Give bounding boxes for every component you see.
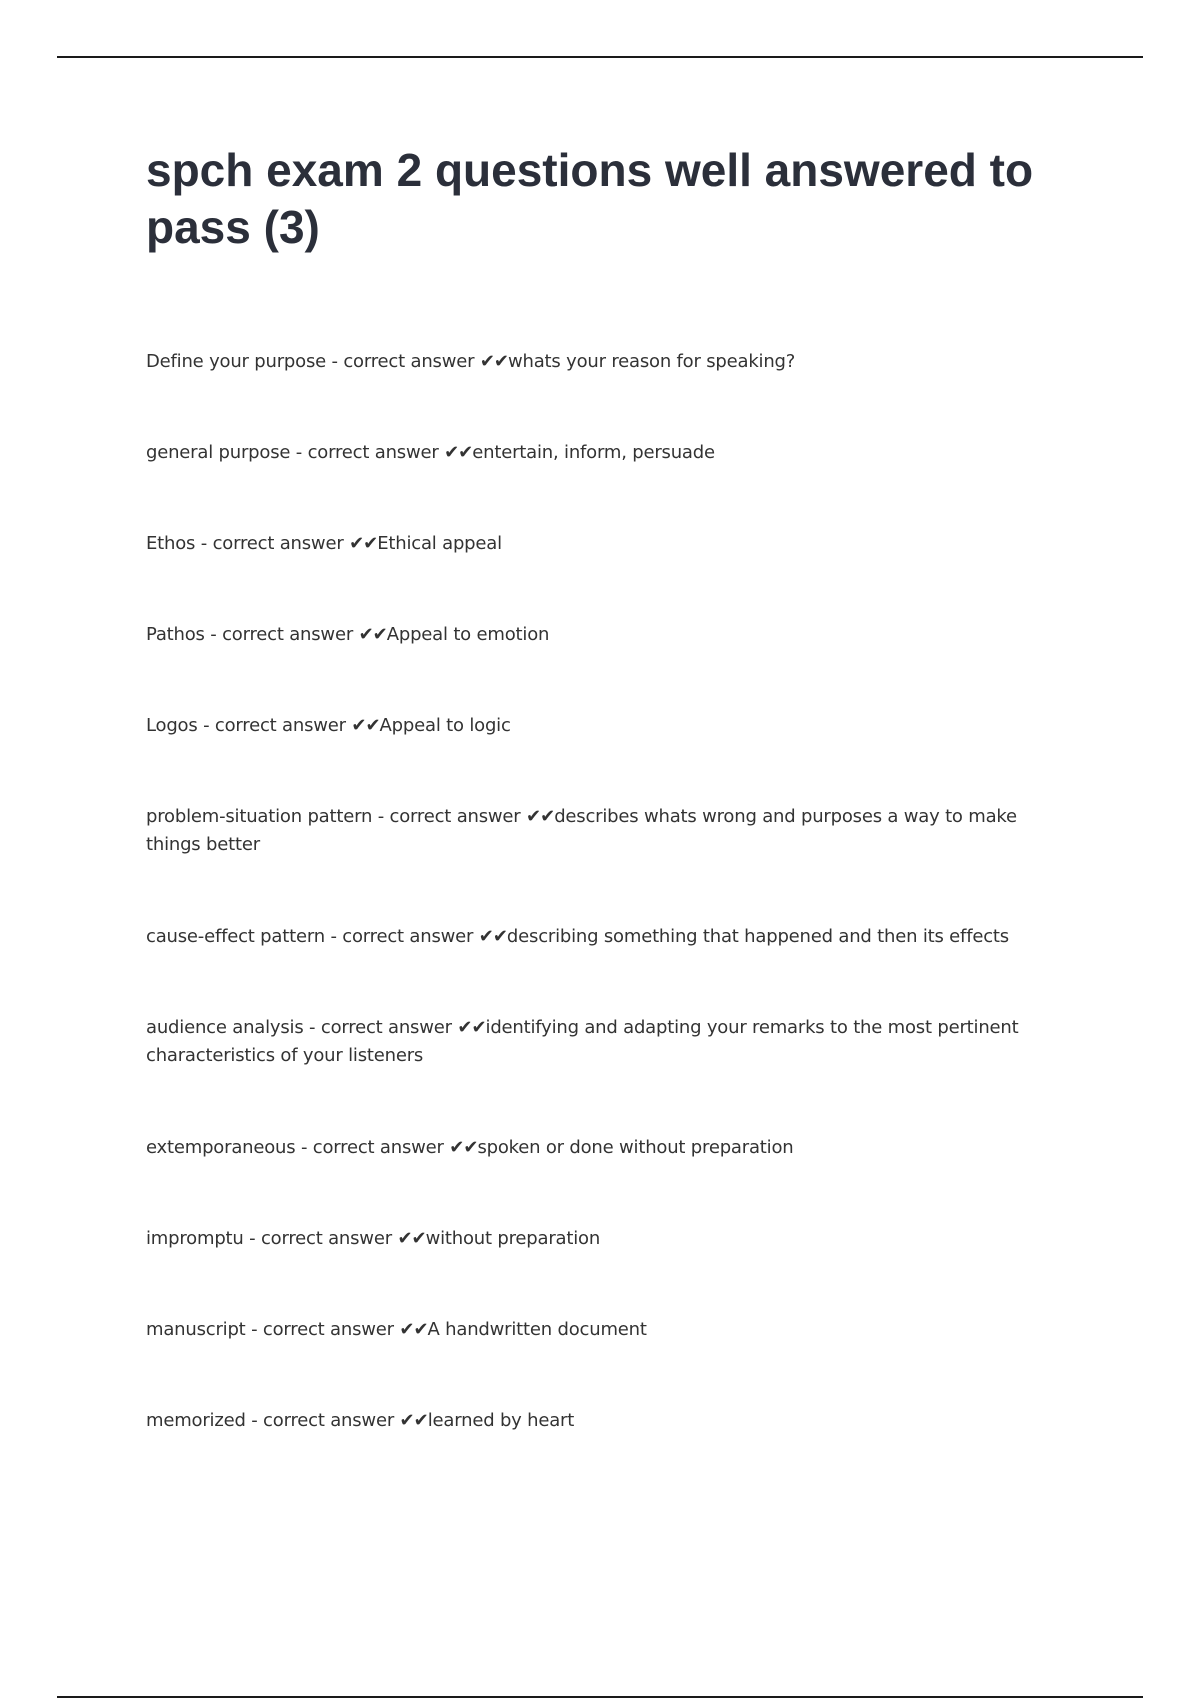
check-icon: ✔✔ [397, 1228, 426, 1249]
qa-separator: - correct answer [204, 624, 359, 645]
qa-term: Logos [146, 715, 198, 736]
qa-separator: - correct answer [197, 715, 352, 736]
check-icon: ✔✔ [399, 1410, 428, 1431]
qa-answer: A handwritten document [427, 1319, 647, 1340]
check-icon: ✔✔ [358, 624, 387, 645]
qa-item [146, 621, 1066, 683]
qa-term: general purpose [146, 442, 291, 463]
qa-item [146, 1225, 1066, 1287]
qa-item [146, 530, 1066, 592]
qa-item [146, 1134, 1066, 1196]
qa-item [146, 1316, 1066, 1378]
qa-answer: entertain, inform, persuade [472, 442, 715, 463]
qa-answer: describing something that happened and then its effects [506, 926, 1009, 947]
qa-separator: - correct answer [372, 806, 527, 827]
qa-separator: - correct answer [195, 533, 350, 554]
qa-item [146, 923, 1066, 985]
bottom-rule [57, 1696, 1143, 1698]
check-icon: ✔✔ [349, 533, 378, 554]
qa-item [146, 712, 1066, 774]
qa-answer: learned by heart [427, 1410, 575, 1431]
qa-answer: whats your reason for speaking? [508, 351, 796, 372]
qa-term: manuscript [146, 1319, 246, 1340]
qa-separator: - correct answer [326, 351, 480, 372]
qa-term: cause-effect pattern [146, 926, 325, 947]
check-icon: ✔✔ [478, 926, 507, 947]
qa-term: problem-situation pattern [146, 806, 373, 827]
qa-item [146, 348, 1066, 410]
qa-term: Pathos [146, 624, 205, 645]
qa-separator: - correct answer [245, 1319, 400, 1340]
top-rule [57, 56, 1143, 58]
qa-term: memorized [146, 1410, 246, 1431]
qa-term: extemporaneous [146, 1137, 296, 1158]
check-icon: ✔✔ [399, 1319, 428, 1340]
check-icon: ✔✔ [479, 351, 508, 372]
qa-separator: - correct answer [290, 442, 445, 463]
qa-separator: - correct answer [303, 1017, 458, 1038]
qa-answer: without preparation [425, 1228, 601, 1249]
check-icon: ✔✔ [449, 1137, 478, 1158]
qa-separator: - correct answer [295, 1137, 450, 1158]
qa-term: Ethos [146, 533, 196, 554]
check-icon: ✔✔ [444, 442, 473, 463]
qa-answer: describes whats wrong and purposes a way to make things better [146, 806, 1023, 855]
qa-term: Define your purpose [146, 351, 326, 372]
check-icon: ✔✔ [457, 1017, 486, 1038]
qa-answer: spoken or done without preparation [477, 1137, 794, 1158]
page-title: spch exam 2 questions well answered to pass (3) [146, 144, 1034, 253]
qa-term: audience analysis [146, 1017, 304, 1038]
qa-separator: - correct answer [245, 1410, 400, 1431]
check-icon: ✔✔ [526, 806, 555, 827]
qa-answer: Appeal to emotion [386, 624, 550, 645]
qa-list [146, 348, 1066, 1498]
qa-answer: Appeal to logic [379, 715, 511, 736]
qa-item [146, 1014, 1066, 1105]
qa-item [146, 1407, 1066, 1469]
check-icon: ✔✔ [351, 715, 380, 736]
qa-term: impromptu [146, 1228, 244, 1249]
qa-item [146, 803, 1066, 894]
qa-answer: Ethical appeal [377, 533, 502, 554]
qa-item [146, 439, 1066, 501]
qa-separator: - correct answer [324, 926, 479, 947]
qa-separator: - correct answer [243, 1228, 398, 1249]
qa-answer: identifying and adapting your remarks to the most pertinent characteristics of your listeners [146, 1017, 1024, 1066]
